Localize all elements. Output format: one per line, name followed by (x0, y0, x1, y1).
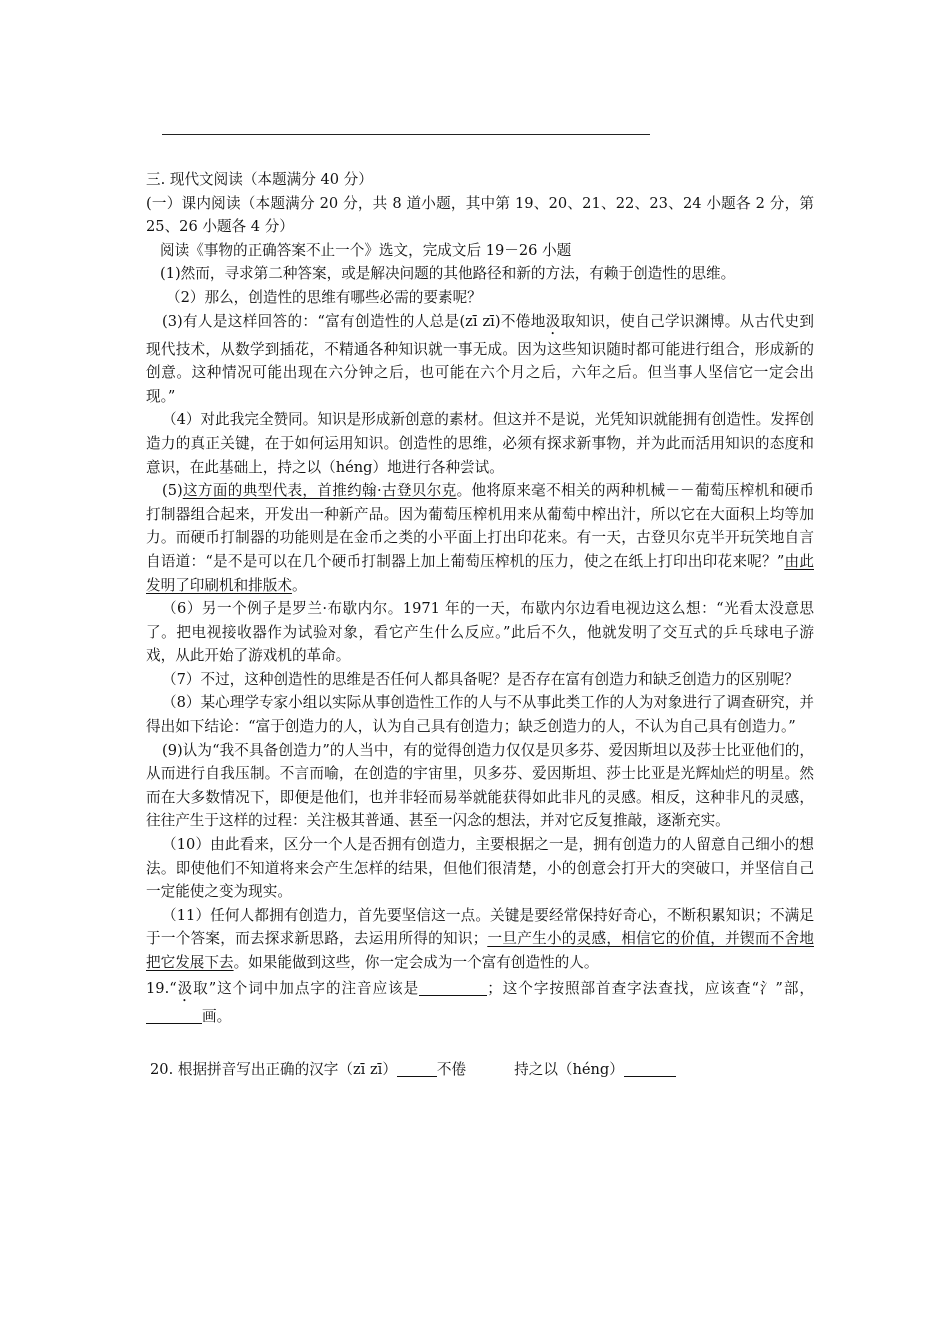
paragraph-11 (146, 904, 814, 975)
q19-text-2: ；这个字按照部首查字法查找，应该查“氵”部， (487, 979, 814, 997)
paragraph-11-end: 。如果能做到这些，你一定会成为一个富有创造性的人。 (233, 954, 599, 971)
q20-text: 不倦 (436, 1061, 467, 1079)
q20-blank-2[interactable] (624, 1060, 676, 1077)
paragraph-7: （7）不过，这种创造性的思维是否任何人都具备呢？是否存在富有创造力和缺乏创造力的区别呢？ (162, 670, 799, 688)
paragraph-4: （4）对此我完全赞同。知识是形成新创意的素材。但这并不是说，光凭知识就能拥有创造性。发挥创造力的真正关键，在于如何运用知识。创造性的思维，必须有探求新事物，并为此而活用知识的态度和意识，在此基础上，持之以（héng）地进行各种尝试。 (146, 411, 814, 476)
q19-pinyin-blank[interactable] (419, 979, 487, 996)
paragraph-3-text-a: (3)有人是这样回答的：“富有创造性的人总是(zī zī)不倦地 (162, 312, 546, 330)
paragraph-6: （6）另一个例子是罗兰·布歇内尔。1971 年的一天，布歇内尔边看电视边这么想：“光看太没意思了。把电视接收器作为试验对象，看它产生什么反应。”此后不久，他就发明了交互式的乒乓球电子游戏，从此开始了游戏机的革命。 (146, 600, 814, 665)
q20-blank-1[interactable] (397, 1060, 437, 1077)
paragraph-8: （8）某心理学专家小组以实际从事创造性工作的人与不从事此类工作的人为对象进行了调查研究，并得出如下结论：“富于创造力的人，认为自己具有创造力；缺乏创造力的人，不认为自己具有创造力。” (146, 694, 814, 736)
question-19 (146, 977, 814, 1029)
question-20 (146, 1058, 814, 1082)
q20-prefix: 20. 根据拼音写出正确的汉字（zī zī） (150, 1061, 397, 1079)
underlined-sentence-3: 一旦产生小的灵感，相信它的价值，并锲而不舍地把它发展下去 (146, 930, 814, 971)
answer-line (162, 134, 650, 135)
q19-text: 取”这个词中加点字的注音应该是 (193, 979, 420, 997)
q19-stroke-blank[interactable] (146, 1007, 202, 1024)
paragraph-1: (1)然而，寻求第二种答案，或是解决问题的其他路径和新的方法，有赖于创造性的思维。 (160, 265, 736, 283)
paragraph-2: （2）那么，创造性的思维有哪些必需的要素呢？ (166, 288, 482, 306)
paragraph-10: （10）由此看来，区分一个人是否拥有创造力，主要根据之一是，拥有创造力的人留意自己细小的想法。即使他们不知道将来会产生怎样的结果，但他们很清楚，小的创意会打开大的突破口，并坚信自己一定能使之变为现实。 (146, 836, 814, 901)
q19-prefix: 19.“ (146, 979, 177, 997)
paragraph-5-number: (5) (162, 482, 183, 500)
dotted-character: 汲 (545, 312, 561, 330)
paragraph-11-text: （11）任何人都拥有创造力，首先要坚信这一点。关键是要经常保持好奇心，不断积累知识；不满足于一个答案，而去探求新思路，去运用所得的知识； (146, 906, 814, 948)
section-title: 三. 现代文阅读（本题满分 40 分） (146, 171, 373, 188)
reading-instruction: 阅读《事物的正确答案不止一个》选文，完成文后 19－26 小题 (160, 241, 572, 259)
q19-dotted-character: 汲 (176, 979, 194, 997)
paragraph-9: (9)认为“我不具备创造力”的人当中，有的觉得创造力仅仅是贝多芬、爱因斯坦以及莎士比亚他们的，从而进行自我压制。不言而喻，在创造的宇宙里，贝多芬、爱因斯坦、莎士比亚是光辉灿烂的明星。然而在大多数情况下，即便是他们，也并非轻而易举就能获得如此非凡的灵感。相反，这种非凡的灵感，往往产生于这样的过程：关注极其普通、甚至一闪念的想法，并对它反复推敲，逐渐充实。 (146, 741, 814, 830)
underlined-sentence-1: 这方面的典型代表，首推约翰·古登贝尔克 (182, 482, 457, 500)
underlined-sentence-2: 由此发明了印刷机和排版术 (146, 552, 814, 594)
q19-end: 画。 (202, 1007, 232, 1025)
reading-section (146, 168, 814, 1082)
subsection-heading: (一）课内阅读（本题满分 20 分，共 8 道小题，其中第 19、20、21、22、23、24 小题各 2 分，第 25、26 小题各 4 分） (146, 194, 814, 236)
paragraph-3 (146, 310, 814, 409)
paragraph-5-end: 。 (291, 576, 307, 594)
q20-text-2: 持之以（héng） (514, 1061, 624, 1079)
paragraph-3-text-b: 取知识，使自己学识渊博。从古代史到现代技术，从数学到插花，不精通各种知识就一事无成。因为这些知识随时都可能进行组合，形成新的创意。这种情况可能出现在六分钟之后，也可能在六个月之后，六年之后。但当事人坚信它一定会出现。” (146, 312, 814, 405)
paragraph-5-text: 。他将原来毫不相关的两种机械－－葡萄压榨机和硬币打制器组合起来，开发出一种新产品。因为葡萄压榨机用来从葡萄中榨出汁，所以它在大面积上均等加力。而硬币打制器的功能则是在金币之类的小平面上打出印花来。有一天，古登贝尔克半开玩笑地自言自语道：“是不是可以在几个硬币打制器上加上葡萄压榨机的压力，使之在纸上打印出印花来呢？” (146, 482, 815, 570)
paragraph-5 (146, 479, 814, 597)
